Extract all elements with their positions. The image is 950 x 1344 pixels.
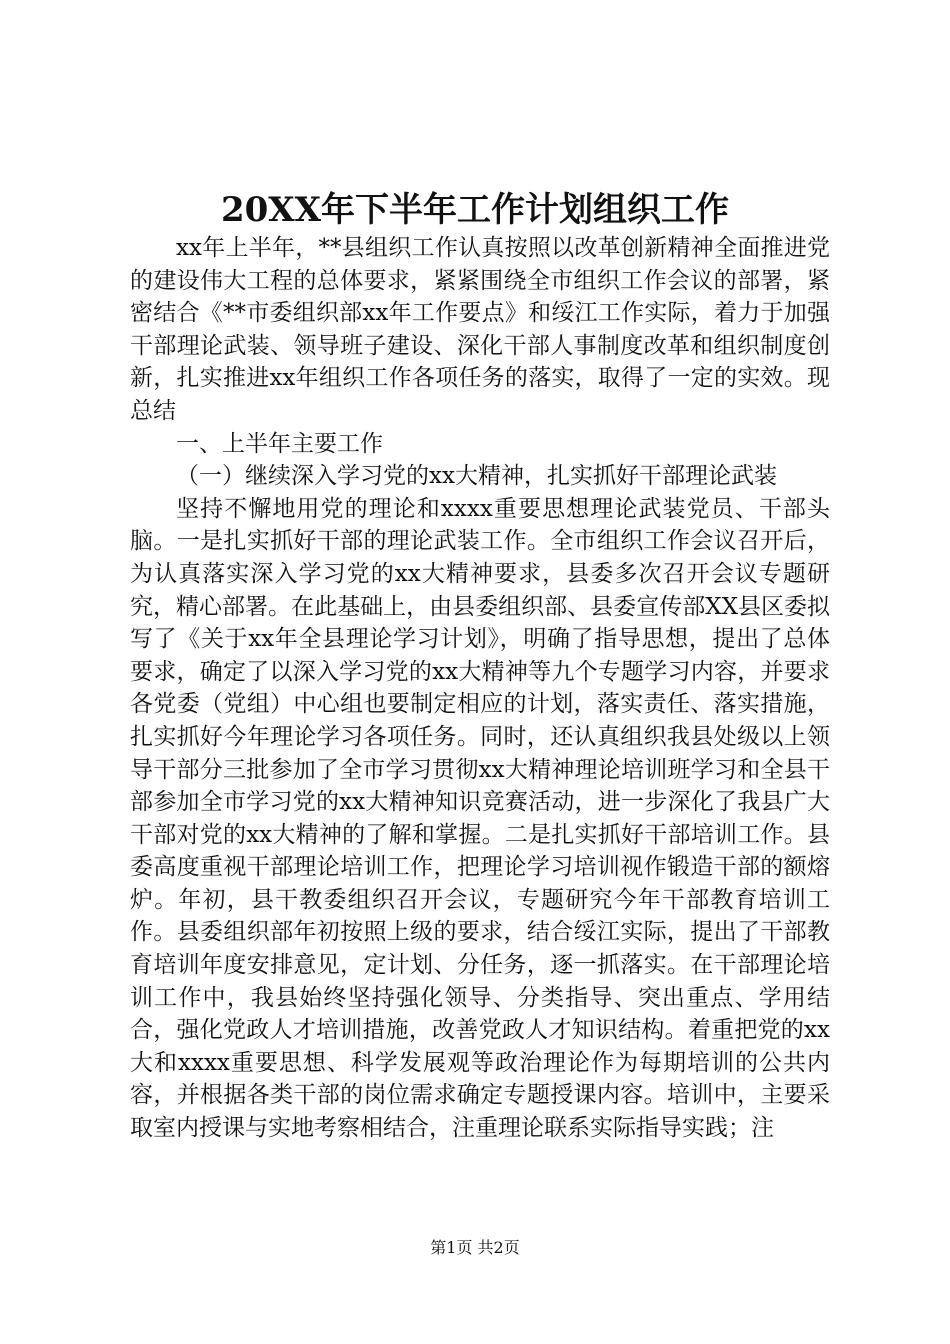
document-title: 20XX年下半年工作计划组织工作 [220, 190, 730, 230]
subsection-heading: （一）继续深入学习党的xx大精神，扎实抓好干部理论武装 [176, 463, 777, 490]
page-number: 第1页 共2页 [430, 1238, 520, 1257]
intro-paragraph: xx年上半年，**县组织工作认真按照以改革创新精神全面推进党的建设伟大工程的总体要求，紧紧围绕全市组织工作会议的部署，紧密结合《**市委组织部xx年工作要点》和绥江工作实际，着力于加强干部理论武装、领导班子建设、深化干部人事制度改革和组织制度创新，扎实推进xx年组织工作各项任务的落实，取得了一定的实效。现总结 [130, 235, 830, 424]
body-paragraph: 坚持不懈地用党的理论和xxxx重要思想理论武装党员、干部头脑。一是扎实抓好干部的理论武装工作。全市组织工作会议召开后，为认真落实深入学习党的xx大精神要求，县委多次召开会议专题研究，精心部署。在此基础上，由县委组织部、县委宣传部XX县区委拟写了《关于xx年全县理论学习计划》，明确了指导思想，提出了总体要求，确定了以深入学习党的xx大精神等九个专题学习内容，并要求各党委（党组）中心组也要制定相应的计划，落实责任、落实措施，扎实抓好今年理论学习各项任务。同时，还认真组织我县处级以上领导干部分三批参加了全市学习贯彻xx大精神理论培训班学习和全县干部参加全市学习党的xx大精神知识竞赛活动，进一步深化了我县广大干部对党的xx大精神的了解和掌握。二是扎实抓好干部培训工作。县委高度重视干部理论培训工作，把理论学习培训视作锻造干部的额熔炉。年初，县干教委组织召开会议，专题研究今年干部教育培训工作。县委组织部年初按照上级的要求，结合绥江实际，提出了干部教育培训年度安排意见，定计划、分任务，逐一抓落实。在干部理论培训工作中，我县始终坚持强化领导、分类指导、突出重点、学用结合，强化党政人才培训措施，改善党政人才知识结构。着重把党的xx大和xxxx重要思想、科学发展观等政治理论作为每期培训的公共内容，并根据各类干部的岗位需求确定专题授课内容。培训中，主要采取室内授课与实地考察相结合，注重理论联系实际指导实践；注 [130, 495, 830, 1142]
section-heading: 一、上半年主要工作 [176, 430, 383, 457]
document-body [130, 232, 830, 1145]
